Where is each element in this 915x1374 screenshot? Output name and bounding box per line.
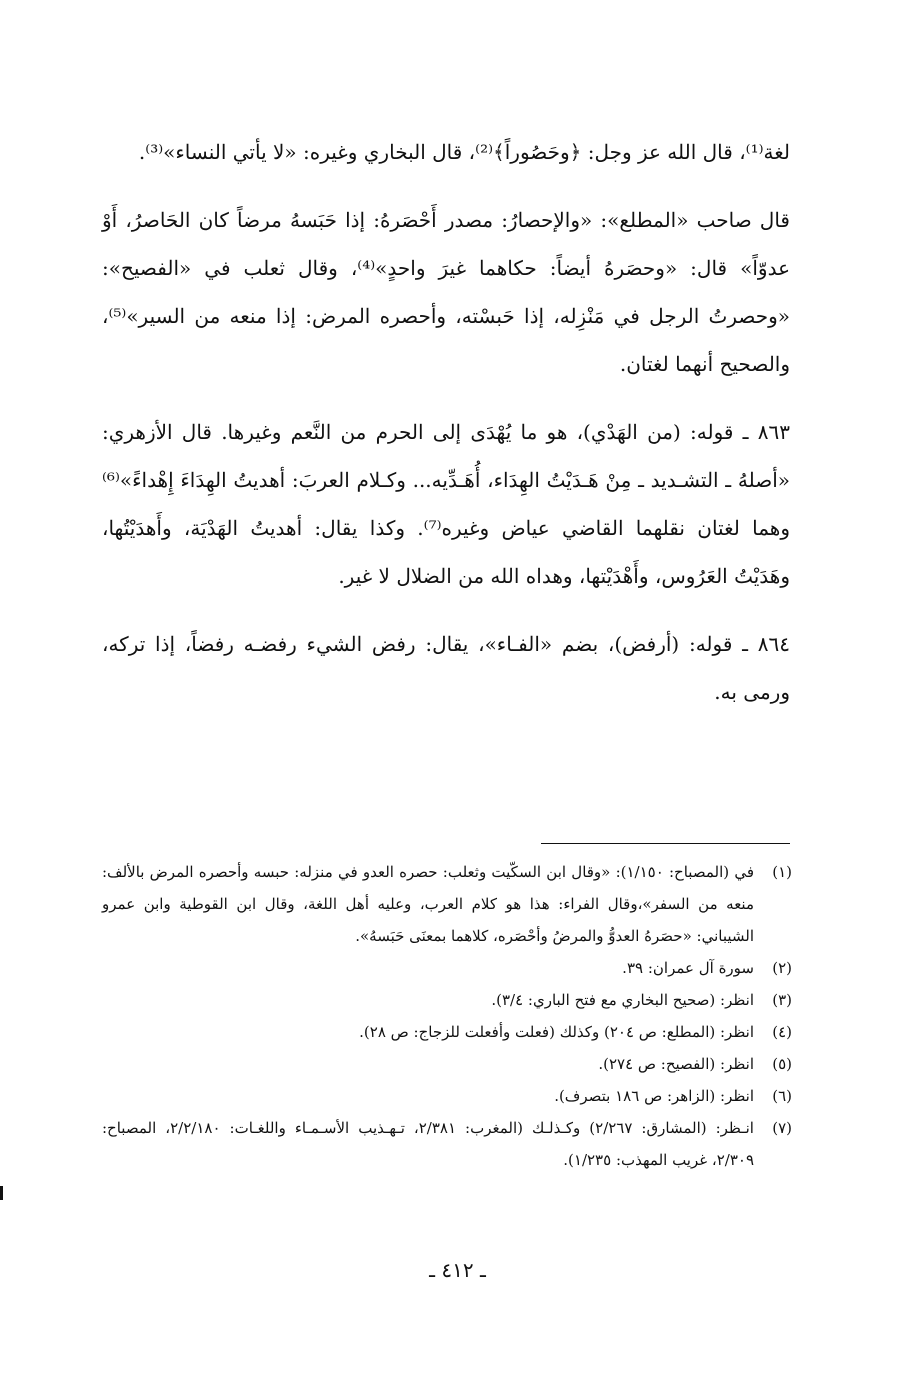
footnote-number: (٥) xyxy=(772,1055,792,1073)
footnote-number: (٦) xyxy=(772,1087,792,1105)
footnote-text: سورة آل عمران: ٣٩. xyxy=(622,959,754,977)
footnote-text: انظر: (المطلع: ص ٢٠٤) وكذلك (فعلت وأفعلت للزجاج: ص ٢٨). xyxy=(359,1023,754,1041)
paragraph-2: قال صاحب «المطلع»: «والإحصارُ: مصدر أَحْصَرهُ: إذا حَبَسهُ مرضاً كان الحَاصرُ، أَوْ عدوّاً» قال: «وحصَرهُ أيضاً: حكاهما غيرَ واحدٍ»⁽⁴⁾، وقال ثعلب في «الفصيح»: «وحصرتُ الرجل في مَنْزِله، إذا حَبسْته، وأحصره المرض: إذا منعه من السير»⁽⁵⁾، والصحيح أنهما لغتان. xyxy=(102,208,790,376)
footnote-3 xyxy=(102,984,792,1016)
footnote-text: انـظر: (المشارق: ٢/٢٦٧) وكـذلـك (المغرب: ٢/٣٨١، تـهـذيب الأسـمـاء واللغـات: ٢/٢/١٨٠، المصباح: ٢/٣٠٩، غريب المهذب: ١/٢٣٥). xyxy=(102,1119,754,1169)
footnote-number: (٧) xyxy=(772,1119,792,1137)
paragraph-3: ٨٦٣ ـ قوله: (من الهَدْي)، هو ما يُهْدَى إلى الحرم من النَّعم وغيرها. قال الأزهري: «أصلهُ ـ التشـديد ـ مِنْ هَـدَيْتُ الهِدَاء، أُهَـدِّيه... وكـلام العربَ: أهديتُ الهِدَاءَ إِهْداءً»⁽⁶⁾ وهما لغتان نقلهما القاضي عياض وغيره⁽⁷⁾. وكذا يقال: أهديتُ الهَدْيَة، وأَهدَيْتُها، وهَدَيْتُ العَرُوس، وأَهْدَيْتها، وهداه الله من الضلال لا غير. xyxy=(102,420,790,588)
footnote-number: (٤) xyxy=(772,1023,792,1041)
page-number: ـ ٤١٢ ـ xyxy=(429,1258,486,1282)
main-text xyxy=(102,128,790,736)
footnotes xyxy=(102,856,792,1176)
footnote-2 xyxy=(102,952,792,984)
footnote-4 xyxy=(102,1016,792,1048)
paragraph-4: ٨٦٤ ـ قوله: (أرفض)، بضم «الفـاء»، يقال: رفض الشيء رفضـه رفضاً، إذا تركه، ورمى به. xyxy=(102,632,790,704)
footnote-text: انظر: (الفصيح: ص ٢٧٤). xyxy=(598,1055,754,1073)
footnote-text: انظر: (صحيح البخاري مع فتح الباري: ٣/٤). xyxy=(491,991,754,1009)
footnote-6 xyxy=(102,1080,792,1112)
footnote-text: انظر: (الزاهر: ص ١٨٦ بتصرف). xyxy=(554,1087,754,1105)
footnote-5 xyxy=(102,1048,792,1080)
footnote-number: (١) xyxy=(772,863,792,881)
paragraph-1: لغة⁽¹⁾، قال الله عز وجل: ﴿وحَصُوراً﴾⁽²⁾، قال البخاري وغيره: «لا يأتي النساء»⁽³⁾. xyxy=(138,140,790,164)
footnote-number: (٢) xyxy=(772,959,792,977)
footnote-number: (٣) xyxy=(772,991,792,1009)
footnote-text: في (المصباح: ١/١٥٠): «وقال ابن السكّيت وثعلب: حصره العدو في منزله: حبسه وأحصره المرض بالألف: منعه من السفر»،وقال الفراء: هذا هو كلام العرب، وعليه أهل اللغة، وقال ابن القوطية وابن عمرو الشيباني: «حصَرهُ العدوُّ والمرضُ وأحْصَره، كلاهما بمعنَى حَبَسهُ». xyxy=(102,863,755,945)
scan-edge-mark xyxy=(0,1186,3,1200)
footnote-separator xyxy=(541,843,790,844)
footnote-1 xyxy=(102,856,792,952)
footnote-7 xyxy=(102,1112,792,1176)
